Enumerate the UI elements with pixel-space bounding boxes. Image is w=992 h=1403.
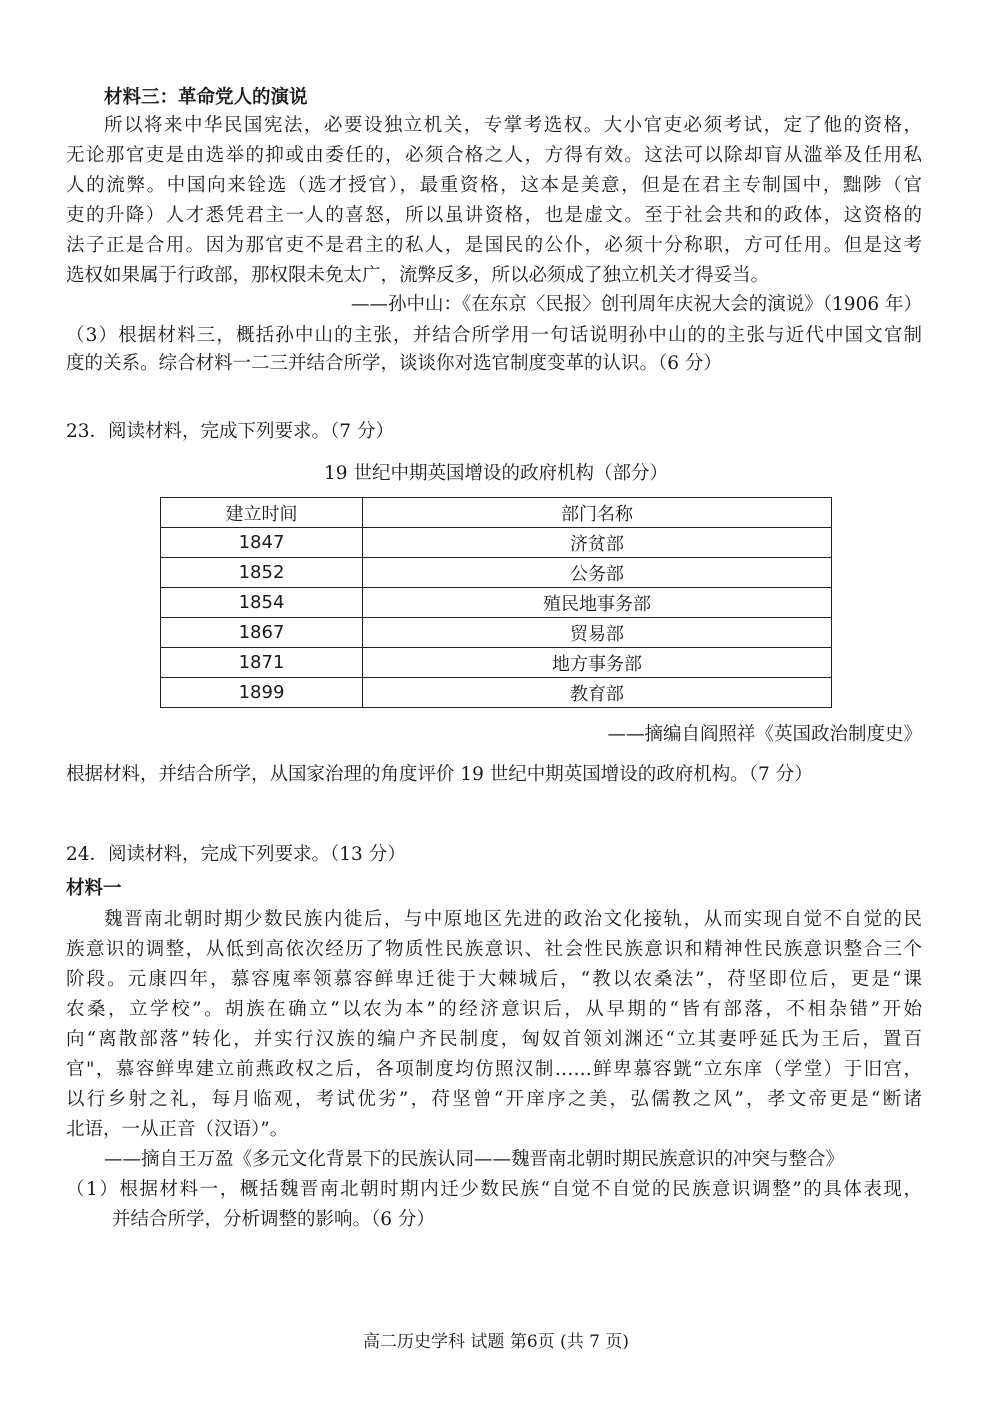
material-3-line: 人的流弊。中国向来铨选（选才授官），最重资格，这本是美意，但是在君主专制国中，黜陟（官 xyxy=(66,175,922,196)
material-3-line: 无论那官吏是由选举的抑或由委任的，必须合格之人，方得有效。这法可以除却盲从滥举及任用私 xyxy=(66,145,922,166)
department-cell: 贸易部 xyxy=(363,618,832,648)
table-row xyxy=(161,558,832,588)
table-source: ——摘编自阎照祥《英国政治制度史》 xyxy=(607,724,922,745)
question-3-line: （3）根据材料三，概括孙中山的主张，并结合所学用一句话说明孙中山的的主张与近代中国文官制 xyxy=(66,325,922,346)
question-24-1-line: （1）根据材料一，概括魏晋南北朝时期内迁少数民族“自觉不自觉的民族意识调整”的具体表现， xyxy=(66,1179,922,1200)
year-cell: 1899 xyxy=(161,678,363,708)
column-header-department: 部门名称 xyxy=(363,498,832,528)
department-cell: 济贫部 xyxy=(363,528,832,558)
department-cell: 地方事务部 xyxy=(363,648,832,678)
department-cell: 殖民地事务部 xyxy=(363,588,832,618)
question-24-1-line: 并结合所学，分析调整的影响。（6 分） xyxy=(112,1209,435,1230)
department-cell: 教育部 xyxy=(363,678,832,708)
material-1-source: ——摘自王万盈《多元文化背景下的民族认同——魏晋南北朝时期民族意识的冲突与整合》 xyxy=(104,1149,845,1170)
table-row xyxy=(161,678,832,708)
year-cell: 1871 xyxy=(161,648,363,678)
table-row xyxy=(161,528,832,558)
department-cell: 公务部 xyxy=(363,558,832,588)
material-1-line: 北语，一从正音（汉语）”。 xyxy=(66,1119,289,1140)
material-3-line: 法子正是合用。因为那官吏不是君主的私人，是国民的公仆，必须十分称职，方可任用。但是这考 xyxy=(66,235,922,256)
material-3-line: 吏的升降）人才悉凭君主一人的喜怒，所以虽讲资格，也是虚文。至于社会共和的政体，这资格的 xyxy=(66,205,922,226)
material-3-source: ——孙中山：《在东京〈民报〉创刊周年庆祝大会的演说》（1906 年） xyxy=(351,294,922,315)
material-3-line: 选权如果属于行政部，那权限未免太广，流弊反多，所以必须成了独立机关才得妥当。 xyxy=(66,265,770,286)
material-1-line: 官"，慕容鲜卑建立前燕政权之后，各项制度均仿照汉制……鲜卑慕容皝“立东庠（学堂）于旧宫， xyxy=(66,1059,922,1080)
question-23-prompt: 根据材料，并结合所学，从国家治理的角度评价 19 世纪中期英国增设的政府机构。（7 分） xyxy=(66,764,813,785)
question-23-heading: 23．阅读材料，完成下列要求。（7 分） xyxy=(66,421,394,442)
table-title: 19 世纪中期英国增设的政府机构（部分） xyxy=(324,463,668,484)
question-3-line: 度的关系。综合材料一二三并结合所学，谈谈你对选官制度变革的认识。（6 分） xyxy=(66,353,722,374)
table-row xyxy=(161,618,832,648)
government-departments-table xyxy=(160,497,832,708)
material-1-line: 阶段。元康四年，慕容廆率领慕容鲜卑迁徙于大棘城后，“教以农桑法”，苻坚即位后，更是“课 xyxy=(66,969,922,990)
year-cell: 1854 xyxy=(161,588,363,618)
material-3-line: 所以将来中华民国宪法，必要设独立机关，专掌考选权。大小官吏必须考试，定了他的资格， xyxy=(104,115,922,136)
page-footer: 高二历史学科 试题 第6页 (共 7 页) xyxy=(363,1332,629,1352)
material-3-heading: 材料三：革命党人的演说 xyxy=(104,87,308,108)
material-1-heading: 材料一 xyxy=(66,878,122,899)
material-1-line: 向“离散部落”转化，并实行汉族的编户齐民制度，匈奴首领刘渊还“立其妻呼延氏为王后，置百 xyxy=(66,1029,922,1050)
table-header-row xyxy=(161,498,832,528)
question-24-heading: 24．阅读材料，完成下列要求。（13 分） xyxy=(66,844,406,865)
material-1-line: 以行乡射之礼，每月临观，考试优劣”，苻坚曾“开庠序之美，弘儒教之风”，孝文帝更是“断诸 xyxy=(66,1089,922,1110)
table-row xyxy=(161,588,832,618)
material-1-line: 魏晋南北朝时期少数民族内徙后，与中原地区先进的政治文化接轨，从而实现自觉不自觉的民 xyxy=(104,909,922,930)
table-row xyxy=(161,648,832,678)
material-1-line: 族意识的调整，从低到高依次经历了物质性民族意识、社会性民族意识和精神性民族意识整合三个 xyxy=(66,939,922,960)
year-cell: 1847 xyxy=(161,528,363,558)
column-header-year: 建立时间 xyxy=(161,498,363,528)
year-cell: 1867 xyxy=(161,618,363,648)
year-cell: 1852 xyxy=(161,558,363,588)
material-1-line: 农桑，立学校”。胡族在确立“以农为本”的经济意识后，从早期的“皆有部落，不相杂错”开始 xyxy=(66,999,922,1020)
